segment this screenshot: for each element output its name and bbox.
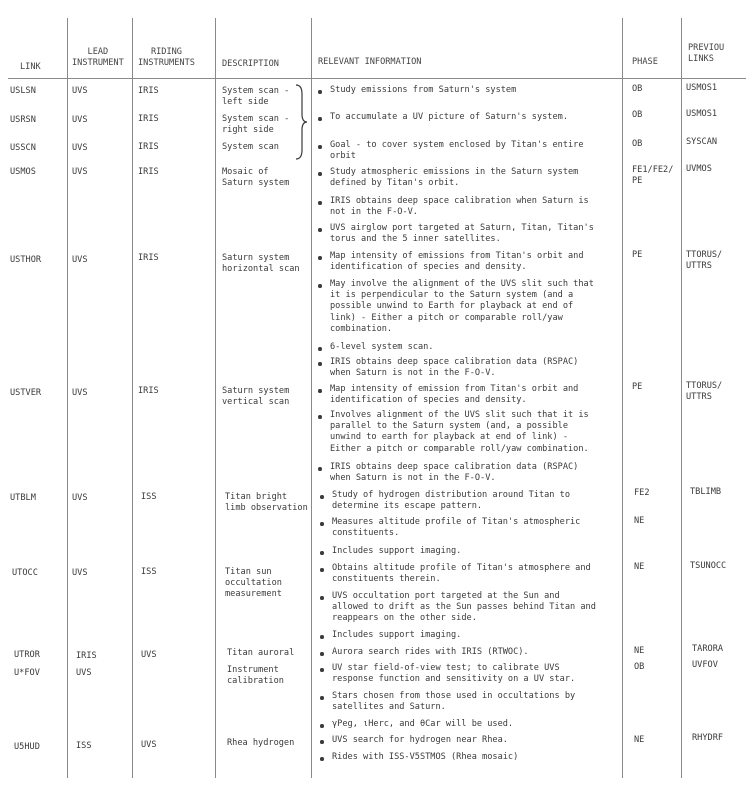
bullet-icon [318, 256, 322, 260]
phase-cell: OB [634, 662, 645, 672]
link-cell: USTVER [10, 388, 42, 398]
lead-cell: UVS [72, 493, 88, 503]
info-text: Obtains altitude profile of Titan's atmosphere and constituents therein. [332, 563, 591, 585]
link-cell: U5HUD [14, 742, 40, 752]
riding-cell: IRIS [138, 114, 159, 124]
link-cell: USRSN [10, 115, 36, 125]
link-cell: UTBLM [10, 493, 36, 503]
lead-cell: ISS [76, 741, 92, 751]
lead-cell: UVS [72, 255, 88, 265]
bullet-icon [320, 568, 324, 572]
info-text: Involves alignment of the UVS slit such that it is parallel to the Saturn system (and, a possible unwind to earth for playback at end of link) - Either a pitch or comparable roll/yaw combination. [330, 410, 589, 454]
lead-cell: IRIS [76, 651, 97, 661]
bullet-icon [320, 668, 324, 672]
description-cell: Saturn system horizontal scan [222, 253, 300, 275]
bullet-icon [318, 389, 322, 393]
link-cell: USTHOR [10, 255, 42, 265]
description-cell: Titan auroral [227, 648, 295, 658]
bullet-icon [320, 635, 324, 639]
previous-links-cell: SYSCAN [686, 137, 718, 147]
riding-cell: UVS [141, 650, 157, 660]
previous-links-cell: TTORUS/ UTTRS [686, 250, 723, 272]
info-text: May involve the alignment of the UVS slit such that it is perpendicular to the Saturn system (and a possible unwind to Earth for playback at end of link) - Either a pitch or comparable roll/yaw combination. [330, 279, 594, 334]
bullet-icon [320, 551, 324, 555]
riding-cell: IRIS [138, 86, 159, 96]
info-text: Map intensity of emissions from Titan's orbit and identification of species and density. [330, 251, 584, 273]
info-text: Study atmospheric emissions in the Saturn system defined by Titan's orbit. [330, 167, 579, 189]
header-previous-links: PREVIOU LINKS [688, 43, 725, 64]
riding-cell: IRIS [138, 142, 159, 152]
brace-icon [294, 84, 308, 160]
info-text: Includes support imaging. [332, 546, 462, 556]
previous-links-cell: USMOS1 [686, 109, 718, 119]
phase-cell: NE [634, 735, 645, 745]
phase-cell: OB [632, 139, 643, 149]
header-description: DESCRIPTION [222, 59, 279, 69]
bullet-icon [318, 347, 322, 351]
description-cell: Titan bright limb observation [225, 492, 308, 514]
link-cell: UTOCC [12, 568, 38, 578]
lead-cell: UVS [72, 167, 88, 177]
column-divider [622, 18, 623, 778]
previous-links-cell: TTORUS/ UTTRS [686, 381, 723, 403]
phase-cell: PE [632, 250, 643, 260]
bullet-icon [320, 522, 324, 526]
info-text: Study of hydrogen distribution around Titan to determine its escape pattern. [332, 490, 570, 512]
header-riding-instruments: RIDING INSTRUMENTS [138, 47, 195, 68]
bullet-icon [318, 145, 322, 149]
phase-cell: PE [632, 382, 643, 392]
bullet-icon [320, 696, 324, 700]
previous-links-cell: USMOS1 [686, 83, 718, 93]
bullet-icon [320, 757, 324, 761]
info-text: Map intensity of emission from Titan's orbit and identification of species and density. [330, 384, 579, 406]
column-divider [681, 18, 682, 778]
header-lead-instrument: LEAD INSTRUMENT [72, 47, 124, 68]
info-text: Measures altitude profile of Titan's atmospheric constituents. [332, 517, 581, 539]
info-text: 6-level system scan. [330, 342, 434, 352]
bullet-icon [318, 228, 322, 232]
info-text: Aurora search rides with IRIS (RTWOC). [332, 647, 529, 657]
previous-links-cell: TARORA [692, 644, 724, 654]
riding-cell: UVS [141, 740, 157, 750]
description-cell: System scan [222, 142, 279, 152]
bullet-icon [318, 284, 322, 288]
bullet-icon [320, 652, 324, 656]
previous-links-cell: TSUNOCC [690, 561, 727, 571]
description-cell: Rhea hydrogen [227, 738, 295, 748]
bullet-icon [320, 596, 324, 600]
header-rule [8, 78, 746, 79]
lead-cell: UVS [72, 86, 88, 96]
info-text: Study emissions from Saturn's system [330, 85, 517, 95]
description-cell: Instrument calibration [227, 665, 284, 687]
link-cell: U*FOV [14, 668, 40, 678]
lead-cell: UVS [72, 568, 88, 578]
lead-cell: UVS [72, 143, 88, 153]
column-divider [67, 18, 68, 778]
info-text: UVS occultation port targeted at the Sun and allowed to drift as the Sun passes behind Titan and reappears on the other side. [332, 591, 596, 624]
phase-cell: FE2 [634, 488, 650, 498]
bullet-icon [318, 362, 322, 366]
column-divider [132, 18, 133, 778]
info-text: Goal - to cover system enclosed by Titan's entire orbit [330, 140, 584, 162]
lead-cell: UVS [72, 115, 88, 125]
phase-cell: NE [634, 516, 645, 526]
description-cell: System scan - right side [222, 114, 290, 136]
bullet-icon [318, 90, 322, 94]
link-cell: USLSN [10, 86, 36, 96]
phase-cell: NE [634, 562, 645, 572]
phase-cell: OB [632, 84, 643, 94]
description-cell: System scan - left side [222, 86, 290, 108]
info-text: Rides with ISS-V5STMOS (Rhea mosaic) [332, 752, 519, 762]
phase-cell: NE [634, 646, 645, 656]
phase-cell: FE1/FE2/ PE [632, 165, 674, 187]
description-cell: Titan sun occultation measurement [225, 567, 282, 600]
lead-cell: UVS [76, 668, 92, 678]
info-text: IRIS obtains deep space calibration data (RSPAC) when Saturn is not in the F-O-V. [330, 462, 579, 484]
bullet-icon [318, 172, 322, 176]
bullet-icon [318, 415, 322, 419]
column-divider [311, 18, 312, 778]
info-text: IRIS obtains deep space calibration data (RSPAC) when Saturn is not in the F-O-V. [330, 357, 579, 379]
info-text: Includes support imaging. [332, 630, 462, 640]
info-text: IRIS obtains deep space calibration when Saturn is not in the F-O-V. [330, 196, 589, 218]
previous-links-cell: RHYDRF [692, 733, 724, 743]
info-text: UVS search for hydrogen near Rhea. [332, 735, 508, 745]
previous-links-cell: UVFOV [692, 660, 718, 670]
riding-cell: IRIS [138, 167, 159, 177]
bullet-icon [318, 117, 322, 121]
header-relevant-information: RELEVANT INFORMATION [318, 57, 422, 67]
previous-links-cell: UVMOS [686, 164, 712, 174]
riding-cell: IRIS [138, 386, 159, 396]
bullet-icon [320, 495, 324, 499]
link-cell: USSCN [10, 143, 36, 153]
bullet-icon [320, 724, 324, 728]
riding-cell: IRIS [138, 253, 159, 263]
header-link: LINK [20, 62, 41, 72]
phase-cell: OB [632, 110, 643, 120]
link-cell: USMOS [10, 167, 36, 177]
info-text: γPeg, ιHerc, and θCar will be used. [332, 719, 514, 729]
previous-links-cell: TBLIMB [690, 487, 722, 497]
link-cell: UTROR [14, 650, 40, 660]
description-cell: Saturn system vertical scan [222, 386, 290, 408]
info-text: UV star field-of-view test; to calibrate UVS response function and sensitivity on a UV star. [332, 663, 576, 685]
bullet-icon [320, 740, 324, 744]
riding-cell: ISS [141, 492, 157, 502]
description-cell: Mosaic of Saturn system [222, 167, 290, 189]
info-text: UVS airglow port targeted at Saturn, Titan, Titan's torus and the 5 inner satellites. [330, 223, 594, 245]
header-phase: PHASE [632, 57, 658, 67]
riding-cell: ISS [141, 567, 157, 577]
bullet-icon [318, 201, 322, 205]
info-text: Stars chosen from those used in occultations by satellites and Saturn. [332, 691, 576, 713]
info-text: To accumulate a UV picture of Saturn's system. [330, 112, 568, 122]
column-divider [215, 18, 216, 778]
bullet-icon [318, 467, 322, 471]
lead-cell: UVS [72, 388, 88, 398]
